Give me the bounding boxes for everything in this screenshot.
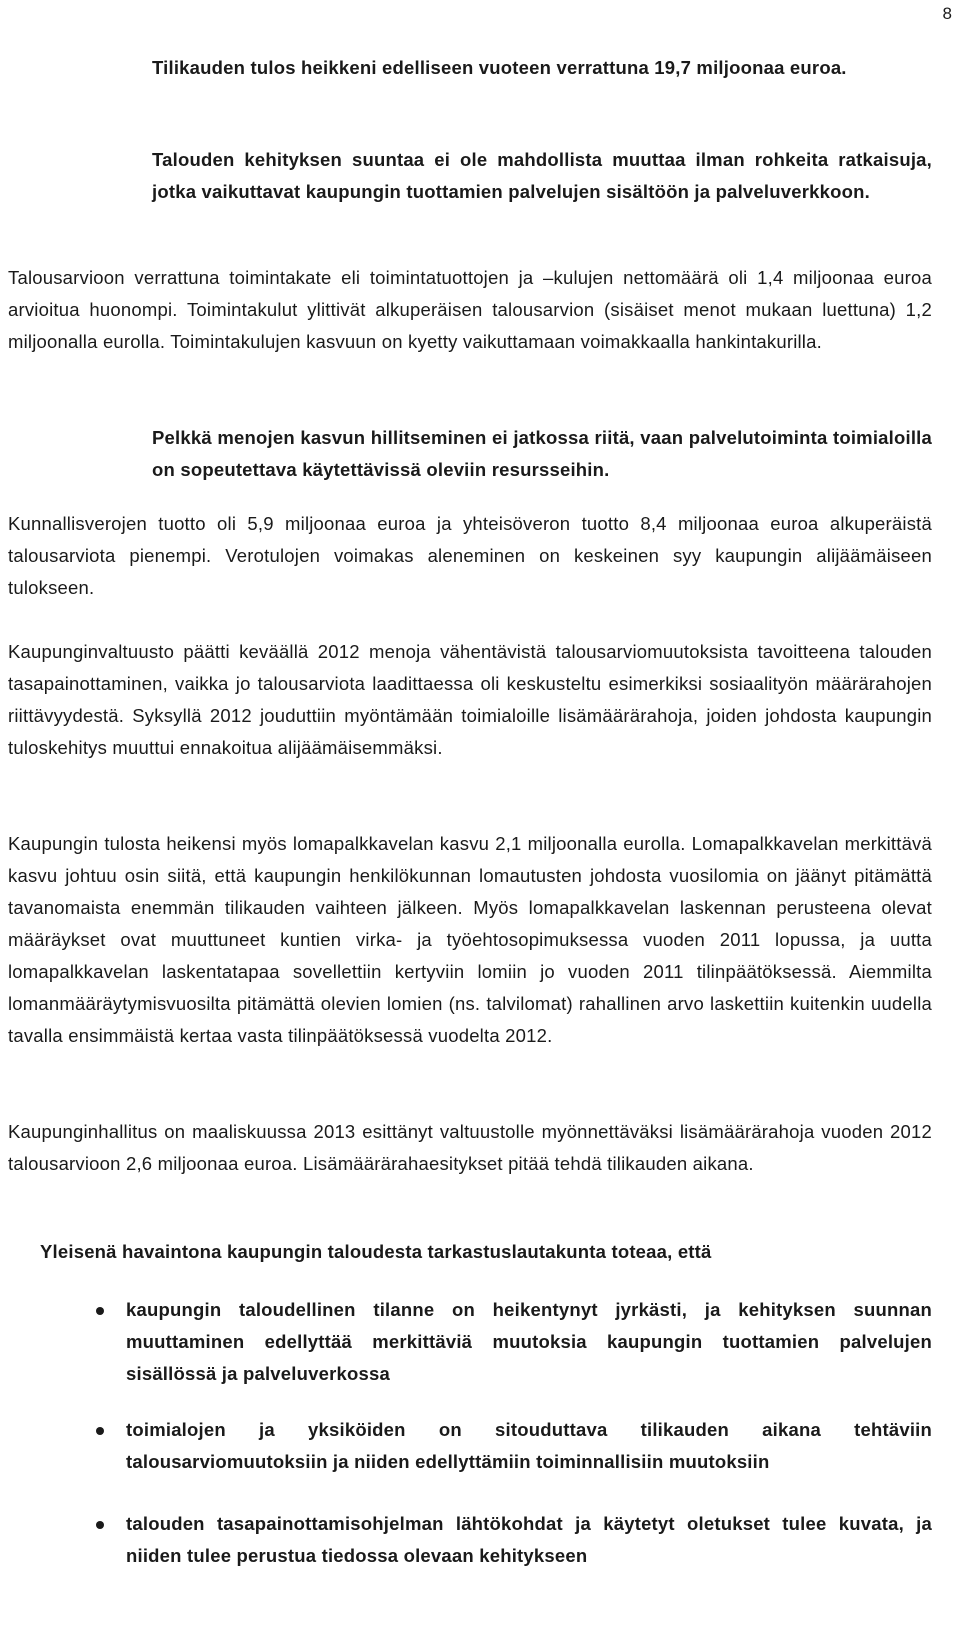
paragraph-bold-resources: Pelkkä menojen kasvun hillitseminen ei jatkossa riitä, vaan palvelutoiminta toimialoilla on sopeutettava käytettävissä oleviin resursseihin. [152, 427, 932, 480]
bullet-text: toimialojen ja yksiköiden on sitouduttava tilikauden aikana tehtäviin talousarviomuutoksiin ja niiden edellyttämiin toiminnallisiin muutoksiin [126, 1419, 932, 1472]
observation-heading: Yleisenä havaintona kaupungin taloudesta tarkastuslautakunta toteaa, että [40, 1241, 712, 1262]
paragraph-city-board: Kaupunginhallitus on maaliskuussa 2013 esittänyt valtuustolle myönnettäväksi lisämäärärahoja vuoden 2012 talousarvioon 2,6 miljoonaa euroa. Lisämäärärahaesitykset pitää tehdä tilikauden aikana. [8, 1121, 932, 1174]
bullet-icon [96, 1307, 104, 1315]
paragraph-council-decision: Kaupunginvaltuusto päätti keväällä 2012 menoja vähentävistä talousarviomuutoksista tavoitteena talouden tasapainottaminen, vaikka jo talousarviota laadittaessa oli keskusteltu esimerkiksi sosiaalityön määrärahojen riittävyydestä. Syksyllä 2012 jouduttiin myöntämään toimialoille lisämäärärahoja, joiden johdosta kaupungin tuloskehitys muuttui ennakoitua alijäämäisemmäksi. [8, 641, 932, 758]
paragraph-tax-revenue: Kunnallisverojen tuotto oli 5,9 miljoonaa euroa ja yhteisöveron tuotto 8,4 miljoonaa euroa alkuperäistä talousarviota pienempi. Verotulojen voimakas aleneminen on keskeinen syy kaupungin alijäämäiseen tulokseen. [8, 513, 932, 598]
bullet-icon [96, 1427, 104, 1435]
bullet-text: talouden tasapainottamisohjelman lähtökohdat ja käytetyt oletukset tulee kuvata, ja niiden tulee perustua tiedossa olevaan kehitykseen [126, 1513, 932, 1566]
bullet-text: kaupungin taloudellinen tilanne on heikentynyt jyrkästi, ja kehityksen suunnan muuttaminen edellyttää merkittäviä muutoksia kaupungin tuottamien palvelujen sisällössä ja palveluverkossa [126, 1299, 932, 1384]
list-item [96, 1414, 932, 1478]
paragraph-result-weakened: Tilikauden tulos heikkeni edelliseen vuoteen verrattuna 19,7 miljoonaa euroa. [152, 57, 847, 78]
page-number: 8 [942, 4, 952, 23]
list-item [96, 1294, 932, 1390]
list-item [96, 1508, 932, 1572]
bullet-icon [96, 1521, 104, 1529]
paragraph-operating-margin: Talousarvioon verrattuna toimintakate eli toimintatuottojen ja –kulujen nettomäärä oli 1,4 miljoonaa euroa arvioitua huonompi. Toimintakulut ylittivät alkuperäisen talousarvion (sisäiset menot mukaan luettuna) 1,2 miljoonalla eurolla. Toimintakulujen kasvuun on kyetty vaikuttamaan voimakkaalla hankintakurilla. [8, 267, 932, 352]
paragraph-bold-solutions: Talouden kehityksen suuntaa ei ole mahdollista muuttaa ilman rohkeita ratkaisuja, jotka vaikuttavat kaupungin tuottamien palvelujen sisältöön ja palveluverkkoon. [152, 149, 932, 202]
paragraph-holiday-pay: Kaupungin tulosta heikensi myös lomapalkkavelan kasvu 2,1 miljoonalla eurolla. Lomapalkkavelan merkittävä kasvu johtuu osin siitä, että kaupungin henkilökunnan lomautusten johdosta vuosilomia on jäänyt pitämättä tavanomaista enemmän tilikauden vaihteen jälkeen. Myös lomapalkkavelan laskennan perusteena olevat määräykset ovat muuttuneet kuntien virka- ja työehtosopimuksessa vuoden 2011 lopussa, ja uutta lomapalkkavelan laskentatapaa sovellettiin kertyviin lomiin jo vuoden 2011 tilinpäätöksessä. Aiemmilta lomanmääräytymisvuosilta pitämättä olevien lomien (ns. talvilomat) rahallinen arvo laskettiin kuitenkin uudella tavalla ensimmäistä kertaa vasta tilinpäätöksessä vuodelta 2012. [8, 833, 932, 1046]
